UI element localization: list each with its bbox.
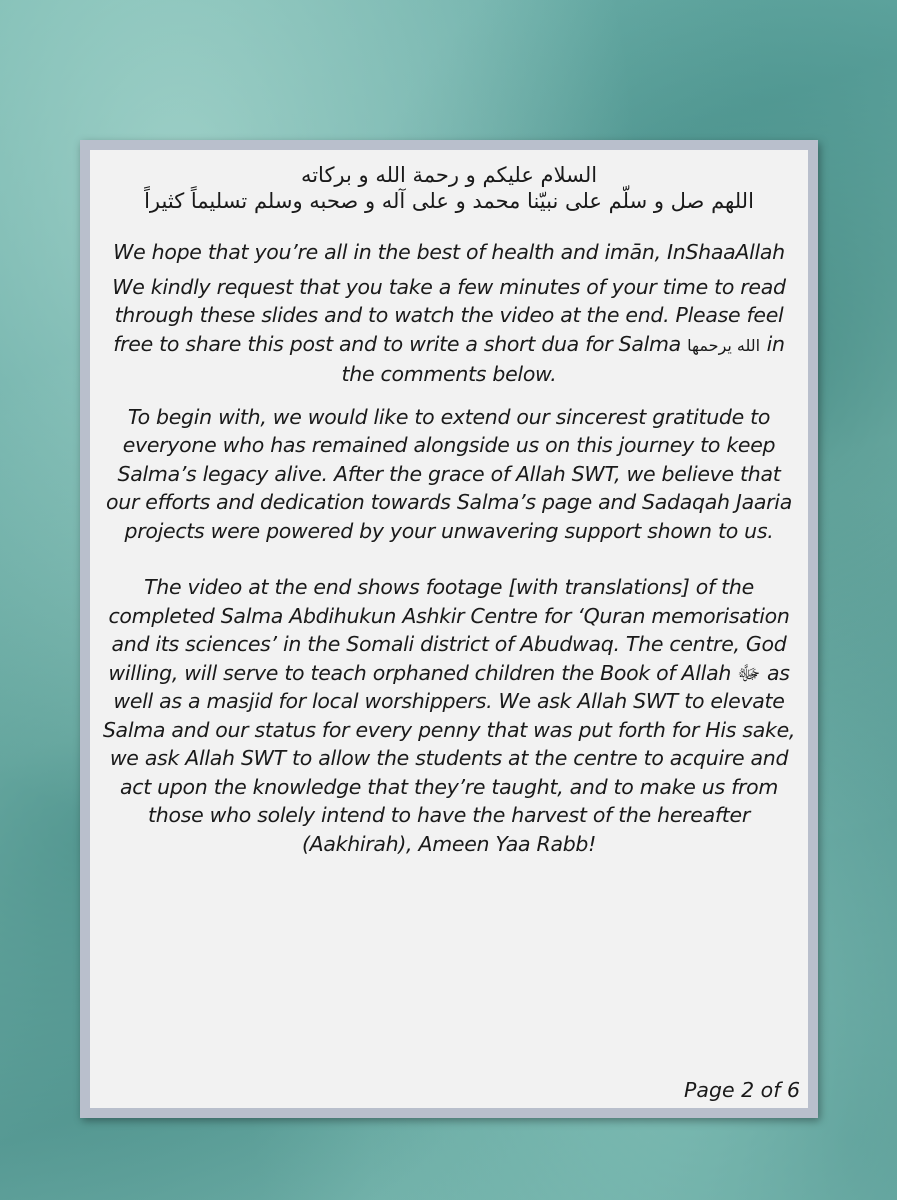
- request-paragraph: [98, 273, 800, 389]
- greeting-paragraph: We hope that you’re all in the best of health and imān, InShaaAllah: [113, 240, 785, 264]
- arabic-durood: اللهم صل و سلّم على نبيّنا محمد و على آله و صحبه وسلم تسليماً كثيراً: [144, 189, 754, 213]
- page-indicator: Page 2 of 6: [684, 1078, 800, 1102]
- document-frame: [80, 140, 818, 1118]
- gratitude-paragraph: To begin with, we would like to extend our sincerest gratitude to everyone who has remained alongside us on this journey to keep Salma’s legacy alive. After the grace of Allah SWT, we believe that our efforts and dedication towards Salma’s page and Sadaqah Jaaria projects were powered by your unwavering support shown to us.: [106, 404, 792, 543]
- video-paragraph: [98, 573, 800, 858]
- honorific-symbol: ﷻ: [737, 660, 761, 685]
- document-body: [98, 238, 800, 858]
- request-text-end: in the comments below.: [341, 331, 785, 386]
- document-sheet: [90, 150, 808, 1108]
- video-text: The video at the end shows footage [with translations] of the completed Salma Abdihukun Ashkir Centre for ‘Quran memorisation and its sciences’ in the Somali district of Abudwaq. The centre, God willing, will serve to teach orphaned children the Book of Allah: [108, 575, 790, 685]
- request-text: We kindly request that you take a few minutes of your time to read through these slides and to watch the video at the end. Please feel free to share this post and to write a short dua for Salma: [112, 274, 786, 356]
- dua-arabic: الله يرحمها: [687, 335, 761, 355]
- video-text-end: as well as a masjid for local worshippers. We ask Allah SWT to elevate Salma and our status for every penny that was put forth for His sake, we ask Allah SWT to allow the students at the centre to acquire and act upon the knowledge that they’re taught, and to make us from those who solely intend to have the harvest of the hereafter (Aakhirah), Ameen Yaa Rabb!: [102, 660, 796, 856]
- arabic-salutation: السلام عليكم و رحمة الله و بركاته: [300, 163, 598, 187]
